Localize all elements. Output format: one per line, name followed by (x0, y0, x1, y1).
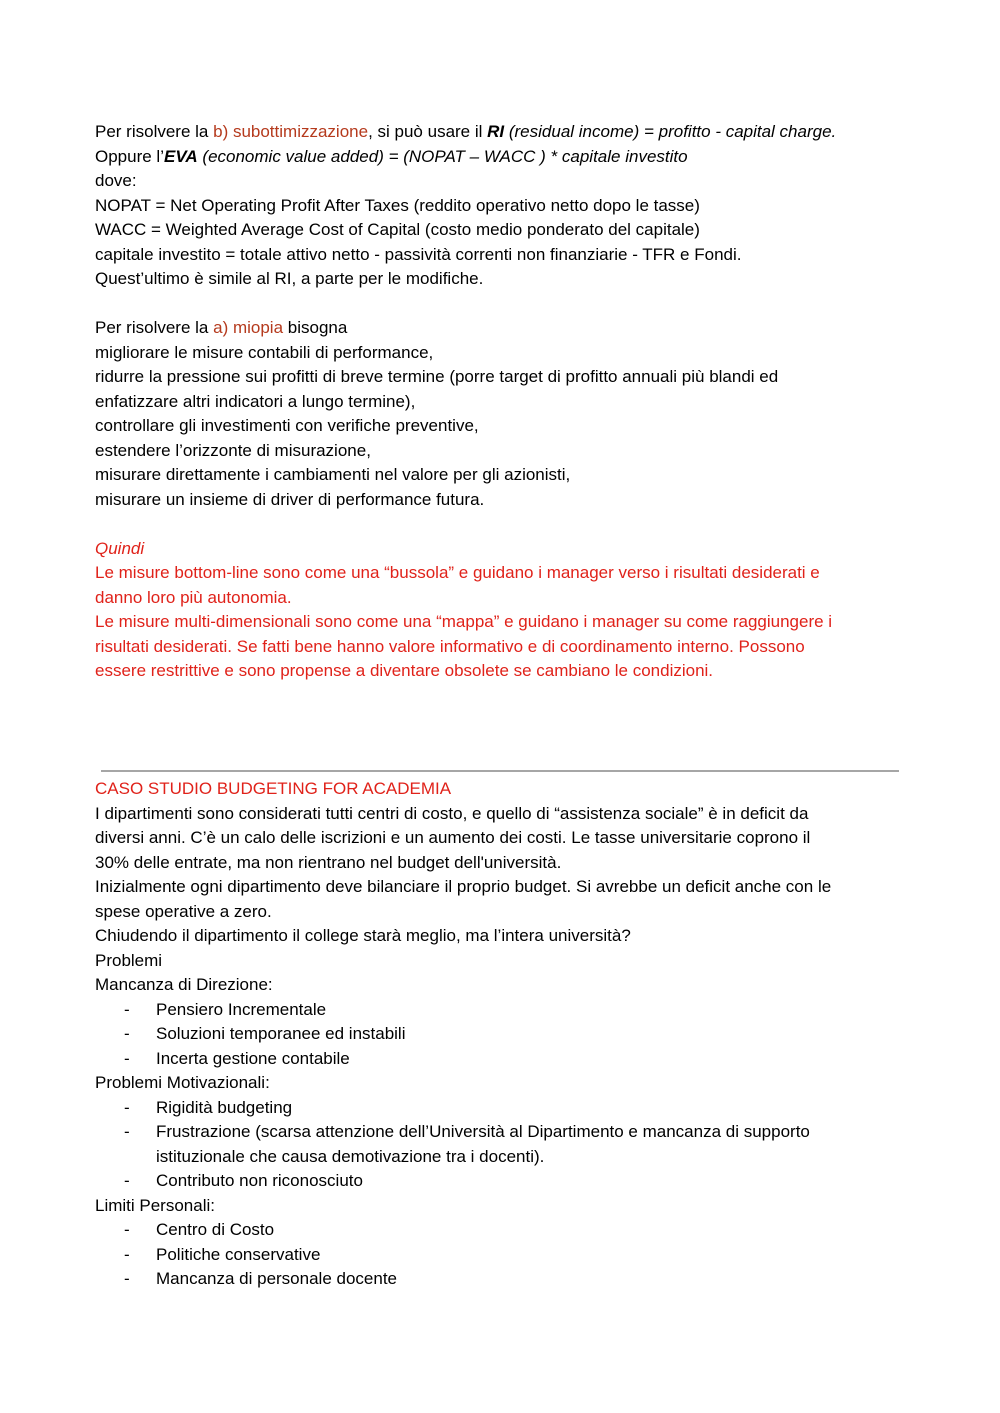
list-item (95, 1243, 905, 1268)
paragraph-line: estendere l’orizzonte di misurazione, (95, 440, 371, 460)
paragraph-line: diversi anni. C’è un calo delle iscrizioni e un aumento dei costi. Le tasse universitarie coprono il (95, 828, 811, 847)
paragraph-line: WACC = Weighted Average Cost of Capital (costo medio ponderato del capitale) (95, 220, 700, 239)
problems-heading: Problemi (95, 950, 163, 970)
list-item-text: Mancanza di personale docente (156, 1269, 397, 1288)
dash-bullet: - (124, 1122, 130, 1141)
list-item-text: istituzionale che causa demotivazione tra i docenti). (156, 1146, 545, 1166)
list-item-text: Frustrazione (scarsa attenzione dell’Università al Dipartimento e mancanza di supporto (156, 1122, 810, 1141)
text-span: Per risolvere la (95, 318, 214, 337)
paragraph-line (95, 120, 905, 145)
paragraph-line (95, 316, 905, 341)
list-item-continuation (95, 1145, 905, 1170)
list-item (95, 1022, 905, 1047)
dash-bullet: - (124, 999, 130, 1019)
text-span: , si può usare il (368, 122, 488, 141)
highlight-term: b) subottimizzazione (213, 122, 369, 141)
list-item-text: Soluzioni temporanee ed instabili (156, 1024, 406, 1043)
paragraph-line: essere restrittive e sono propense a diventare obsolete se cambiano le condizioni. (95, 661, 714, 680)
list-item-text: Centro di Costo (156, 1220, 275, 1239)
paragraph-line: capitale investito = totale attivo netto - passività correnti non finanziarie - TFR e Fondi. (95, 244, 742, 264)
dash-bullet: - (124, 1048, 130, 1068)
paragraph-line: dove: (95, 171, 137, 190)
bold-term: RI (487, 122, 505, 141)
case-study-title: CASO STUDIO BUDGETING FOR ACADEMIA (95, 779, 452, 798)
dash-bullet: - (124, 1171, 130, 1190)
text-span: bisogna (283, 318, 348, 337)
spacer (95, 512, 905, 537)
list-item (95, 1120, 905, 1145)
paragraph-line: Le misure multi-dimensionali sono come una “mappa” e guidano i manager su come raggiungere i (95, 612, 833, 631)
list-item-text: Rigidità budgeting (156, 1097, 293, 1117)
paragraph-line: controllare gli investimenti con verifiche preventive, (95, 416, 479, 435)
paragraph-line: Chiudendo il dipartimento il college starà meglio, ma l’intera università? (95, 926, 631, 945)
paragraph-line: spese operative a zero. (95, 901, 272, 921)
case-study-section (95, 777, 905, 1292)
list-item-text: Contributo non riconosciuto (156, 1171, 363, 1190)
highlight-term: a) miopia (213, 318, 284, 337)
section-heading: Quindi (95, 538, 145, 558)
paragraph-line: misurare un insieme di driver di performance futura. (95, 489, 485, 509)
text-span: Oppure l’ (95, 146, 164, 166)
paragraph-line: migliorare le misure contabili di performance, (95, 342, 434, 362)
group-heading: Mancanza di Direzione: (95, 975, 273, 994)
list-item-text: Pensiero Incrementale (156, 999, 327, 1019)
paragraph-line: 30% delle entrate, ma non rientrano nel budget dell'università. (95, 852, 562, 872)
dash-bullet: - (124, 1024, 130, 1043)
paragraph-line: I dipartimenti sono considerati tutti centri di costo, e quello di “assistenza sociale” è in deficit da (95, 803, 809, 823)
paragraph-line: misurare direttamente i cambiamenti nel valore per gli azionisti, (95, 465, 571, 484)
list-item-text: Incerta gestione contabile (156, 1048, 350, 1068)
dash-bullet: - (124, 1097, 130, 1117)
dash-bullet: - (124, 1220, 130, 1239)
paragraph-line: Inizialmente ogni dipartimento deve bilanciare il proprio budget. Si avrebbe un deficit anche con le (95, 877, 832, 896)
bold-term: EVA (163, 146, 198, 166)
dash-bullet: - (124, 1269, 130, 1288)
group-heading: Limiti Personali: (95, 1195, 215, 1215)
dash-bullet: - (124, 1244, 130, 1264)
list-item (95, 1267, 905, 1292)
list-item (95, 998, 905, 1023)
paragraph-line: NOPAT = Net Operating Profit After Taxes (reddito operativo netto dopo le tasse) (95, 195, 700, 215)
spacer (95, 292, 905, 317)
dash-spacer (95, 1145, 156, 1170)
list-item (95, 1047, 905, 1072)
paragraph-line: risultati desiderati. Se fatti bene hanno valore informativo e di coordinamento interno. Possono (95, 636, 805, 656)
paragraph-line: danno loro più autonomia. (95, 587, 292, 607)
document-page (95, 120, 905, 684)
paragraph-line: Quest’ultimo è simile al RI, a parte per le modifiche. (95, 269, 484, 288)
list-item-text: Politiche conservative (156, 1244, 321, 1264)
group-heading: Problemi Motivazionali: (95, 1073, 270, 1092)
list-item (95, 1096, 905, 1121)
italic-text: (economic value added) = (NOPAT – WACC ) * capitale investito (197, 146, 688, 166)
list-item (95, 1218, 905, 1243)
paragraph-line (95, 145, 905, 170)
horizontal-divider (101, 770, 899, 772)
italic-text: (residual income) = profitto - capital charge. (504, 122, 837, 141)
paragraph-line: Le misure bottom-line sono come una “bussola” e guidano i manager verso i risultati desiderati e (95, 563, 820, 582)
list-item (95, 1169, 905, 1194)
paragraph-line: enfatizzare altri indicatori a lungo termine), (95, 391, 416, 411)
text-span: Per risolvere la (95, 122, 214, 141)
paragraph-line: ridurre la pressione sui profitti di breve termine (porre target di profitto annuali più blandi ed (95, 367, 779, 386)
